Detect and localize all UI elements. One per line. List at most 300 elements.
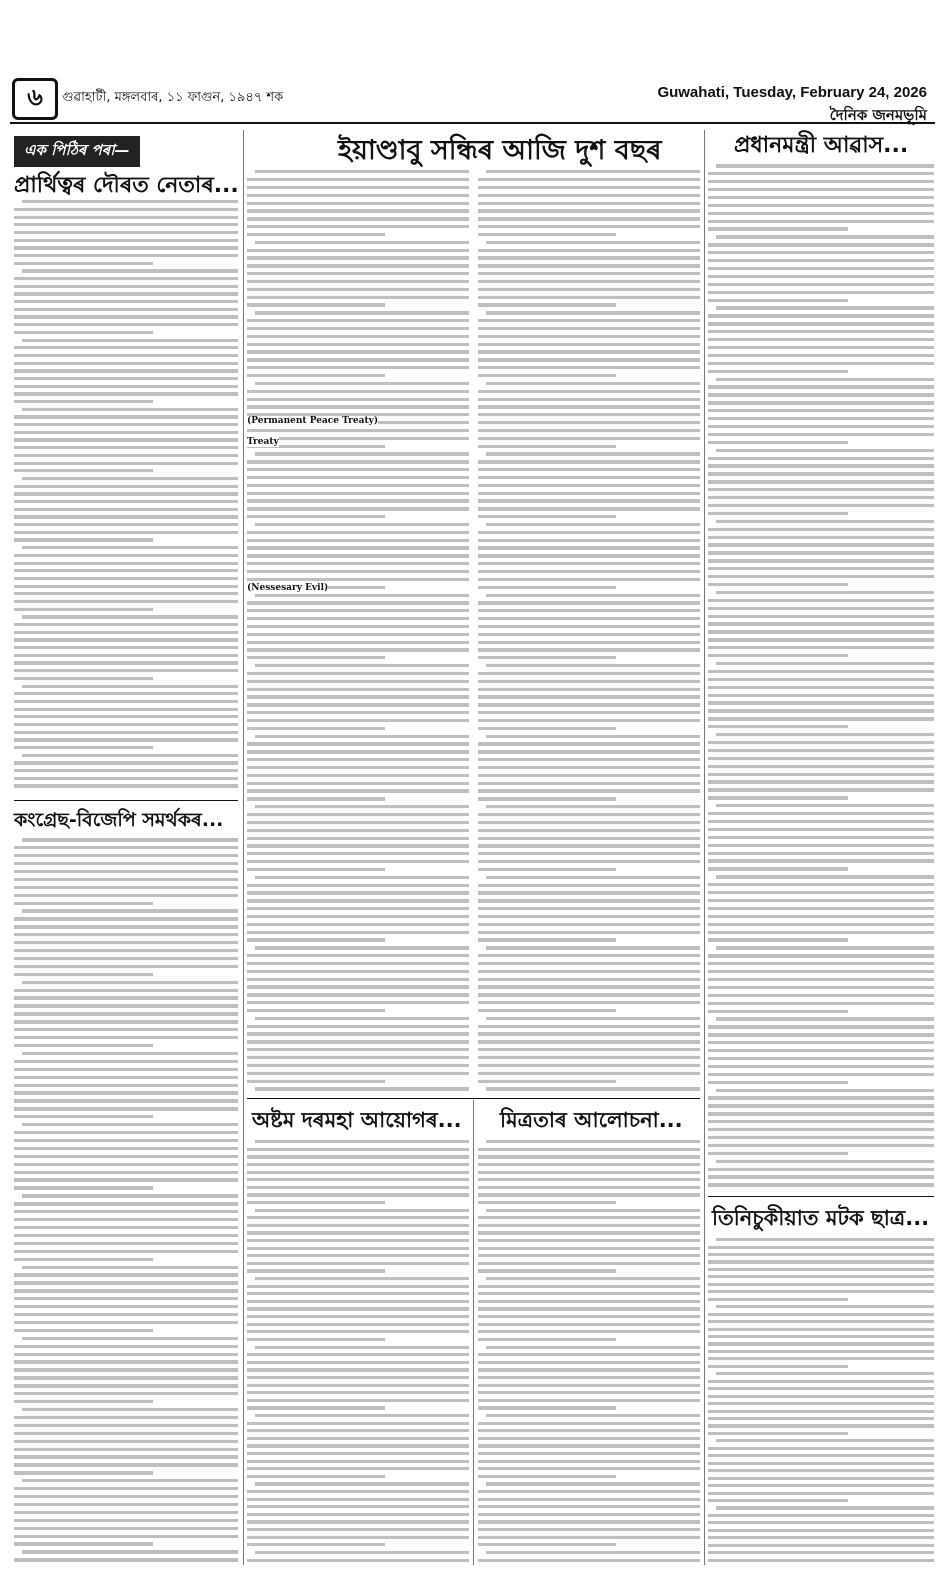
article-divider [708,1196,934,1197]
text-line [247,319,469,322]
text-line [486,523,700,526]
text-line [708,488,934,491]
text-line [716,662,934,665]
text-line [486,594,700,597]
text-line [708,954,934,957]
text-line [708,259,934,262]
text-line [22,200,238,203]
text-line [478,844,700,847]
text-line [478,429,700,432]
text-line [478,202,700,205]
text-line [478,954,700,957]
text-line [708,425,934,428]
text-line [14,377,238,380]
text-line [478,421,700,424]
text-line [247,915,469,918]
text-line [708,907,934,910]
text-line [708,1492,934,1495]
text-line [14,973,153,976]
text-line [478,1460,700,1463]
text-line [247,1475,385,1478]
text-line [14,1432,238,1435]
text-line [478,546,700,549]
text-line [247,1025,469,1028]
text-line [247,1452,469,1455]
term-necessary-evil: (Nessesary Evil) [247,583,329,593]
text-line [708,496,934,499]
text-line [14,1527,238,1530]
text-line [22,1479,238,1482]
text-line [14,431,238,434]
text-line [486,1087,700,1090]
text-line [255,805,469,808]
text-line [255,1414,469,1417]
text-line [708,1380,934,1383]
text-line [255,170,469,173]
text-line [478,1193,700,1196]
text-line [247,343,469,346]
text-line [486,876,700,879]
text-line [247,750,469,753]
text-line [247,1406,385,1409]
text-line [708,172,934,175]
text-line [708,480,934,483]
text-line [708,1183,934,1186]
text-line [14,631,238,634]
text-line [247,194,469,197]
text-line [708,1112,934,1115]
text-line [14,886,238,889]
text-line [247,970,469,973]
text-line [247,1171,469,1174]
text-line [247,1262,469,1265]
text-line [14,562,238,565]
text-line [478,1330,700,1333]
text-line [247,1285,469,1288]
text-line [255,523,469,526]
text-line [708,528,934,531]
text-line [247,288,469,291]
text-line [247,1001,469,1004]
text-line [14,292,238,295]
text-line [14,715,238,718]
article-divider [247,1098,700,1099]
text-line [14,392,238,395]
text-line [716,1238,934,1241]
text-line [478,390,700,393]
text-line [14,400,153,403]
text-line [708,559,934,562]
text-line [14,608,153,611]
text-line [22,1194,238,1197]
text-line [14,331,153,334]
text-line [247,1155,469,1158]
text-line [14,941,238,944]
text-line [247,1498,469,1501]
text-line [14,1012,238,1015]
article-body-yandabo-a [247,168,469,1093]
text-line [708,267,934,270]
text-line [478,1528,700,1531]
text-line [478,398,700,401]
text-line [14,592,238,595]
term-treaty: Treaty [247,437,279,447]
text-line [708,1260,934,1263]
text-line [14,1471,153,1474]
text-line [247,296,469,299]
text-line [255,1209,469,1212]
text-line [247,1056,469,1059]
headline-yandabo: ইয়াণ্ডাবু সন্ধিৰ আজি দুশ বছৰ [338,135,662,166]
text-line [478,1505,700,1508]
text-line [478,860,700,863]
text-line [247,789,469,792]
text-line [247,499,469,502]
text-line [478,1513,700,1516]
text-line [478,1361,700,1364]
text-line [478,985,700,988]
text-line [708,1041,934,1044]
text-line [486,1414,700,1417]
text-line [478,766,700,769]
text-line [478,515,616,518]
text-line [486,1482,700,1485]
text-line [708,757,934,760]
text-line [14,239,238,242]
text-line [247,1269,385,1272]
text-line [247,625,469,628]
text-line [708,615,934,618]
text-line [708,1484,934,1487]
text-line [14,746,153,749]
text-line [247,1231,469,1234]
text-line [478,499,700,502]
text-line [247,233,385,236]
text-line [14,854,238,857]
text-line [247,350,469,353]
term-permanent-peace-treaty: (Permanent Peace Treaty) [247,416,379,426]
text-line [247,1163,469,1166]
text-line [478,484,700,487]
text-line [708,1175,934,1178]
text-line [708,796,848,799]
text-line [478,656,616,659]
text-line [14,1210,238,1213]
text-line [708,986,934,989]
text-line [247,1528,469,1531]
text-line [478,1376,700,1379]
text-line [486,1277,700,1280]
text-line [716,591,934,594]
text-line [708,1328,934,1331]
text-line [478,1216,700,1219]
text-line [708,1402,934,1405]
text-line [708,844,934,847]
text-line [478,264,700,267]
text-line [14,669,238,672]
dateline-assamese: গুৱাহাটী, মঙ্গলবাৰ, ১১ ফাগুন, ১৯৪৭ শক [62,90,284,105]
text-line [14,1099,238,1102]
text-line [14,538,153,541]
text-line [22,1266,238,1269]
text-line [14,1503,238,1506]
text-line [708,1283,934,1286]
text-line [478,343,700,346]
text-line [708,1049,934,1052]
text-line [478,782,700,785]
text-line [22,339,238,342]
text-line [708,962,934,965]
text-line [14,654,238,657]
text-line [247,1505,469,1508]
text-line [708,812,934,815]
text-line [478,1009,616,1012]
text-line [478,1467,700,1470]
text-line [708,1417,934,1420]
text-line [247,837,469,840]
article-body-pm-housing [708,162,934,1189]
text-line [708,464,934,467]
text-line [478,962,700,965]
text-line [247,1292,469,1295]
text-line [716,520,934,523]
text-line [14,254,238,257]
text-line [486,805,700,808]
text-line [478,625,700,628]
text-line [708,859,934,862]
text-line [478,350,700,353]
text-line [255,1087,469,1090]
text-line [247,1300,469,1303]
text-line [478,1231,700,1234]
text-line [14,216,238,219]
text-line [478,194,700,197]
text-line [14,346,238,349]
text-line [478,209,700,212]
text-line [247,993,469,996]
article-divider [14,800,238,801]
headline-pm-housing: প্ৰধানমন্ত্ৰী আৱাস... [734,133,909,158]
text-line [478,335,700,338]
text-line [247,1040,469,1043]
text-line [478,249,700,252]
text-line [14,1305,238,1308]
text-line [708,1342,934,1345]
text-line [708,709,934,712]
text-line [478,1323,700,1326]
text-line [486,946,700,949]
text-line [14,1036,238,1039]
text-line [478,1171,700,1174]
text-line [478,813,700,816]
text-line [716,1305,934,1308]
text-line [708,1469,934,1472]
text-line [478,1072,700,1075]
text-line [22,909,238,912]
text-line [247,766,469,769]
text-line [247,1178,469,1181]
text-line [247,578,469,581]
text-line [22,615,238,618]
text-line [247,256,469,259]
text-line [708,1025,934,1028]
text-line [14,949,238,952]
text-line [14,933,238,936]
text-line [478,703,700,706]
text-line [708,607,934,610]
text-line [708,243,934,246]
text-line [478,601,700,604]
text-line [708,283,934,286]
text-line [247,899,469,902]
text-line [708,599,934,602]
text-line [478,993,700,996]
text-line [708,891,934,894]
text-line [708,196,934,199]
text-line [478,923,700,926]
text-line [708,299,848,302]
text-line [716,1160,934,1163]
text-line [14,1076,238,1079]
text-line [14,870,238,873]
text-line [716,804,934,807]
text-line [247,429,469,432]
text-line [22,1550,238,1553]
text-line [478,437,700,440]
text-line [247,374,385,377]
page-number: ৬ [12,78,58,120]
text-line [247,1009,385,1012]
text-line [14,577,238,580]
text-line [14,208,238,211]
text-line [708,204,934,207]
text-line [247,280,469,283]
text-line [22,269,238,272]
text-line [14,1424,238,1427]
text-line [14,638,238,641]
text-line [247,1460,469,1463]
text-line [708,1104,934,1107]
text-line [14,1495,238,1498]
text-line [255,1482,469,1485]
text-line [708,836,934,839]
text-line [478,1399,700,1402]
text-line [247,202,469,205]
text-line [708,512,848,515]
text-line [708,417,934,420]
text-line [14,1044,153,1047]
text-line [14,846,238,849]
text-line [14,277,238,280]
text-line [708,354,934,357]
text-line [14,989,238,992]
text-line [708,409,934,412]
text-line [708,1065,934,1068]
text-line [255,241,469,244]
text-line [478,1292,700,1295]
text-line [247,891,469,894]
text-line [14,1455,238,1458]
text-line [708,899,934,902]
text-line [247,797,385,800]
text-line [247,719,469,722]
text-line [14,415,238,418]
text-line [14,600,238,603]
text-line [478,327,700,330]
text-line [486,382,700,385]
text-line [708,330,934,333]
text-line [14,1281,238,1284]
text-line [247,688,469,691]
text-line [708,1320,934,1323]
text-line [708,583,848,586]
text-line [14,1226,238,1229]
text-line [247,1520,469,1523]
text-line [478,1001,700,1004]
text-line [247,774,469,777]
text-line [478,1520,700,1523]
text-line [14,1535,238,1538]
text-line [14,1416,238,1419]
text-line [14,623,238,626]
text-line [478,507,700,510]
text-line [247,641,469,644]
text-line [14,902,153,905]
text-line [478,774,700,777]
text-line [478,742,700,745]
text-line [708,1081,848,1084]
text-line [14,1289,238,1292]
text-line [486,1551,700,1554]
text-line [708,188,934,191]
text-line [14,485,238,488]
text-line [247,1437,469,1440]
headline-candidate: প্ৰাৰ্থিত্বৰ দৌৰত নেতাৰ... [14,173,239,198]
text-line [708,701,934,704]
text-line [255,1277,469,1280]
text-line [478,821,700,824]
text-line [478,358,700,361]
text-line [14,1313,238,1316]
text-line [708,828,934,831]
text-line [14,1171,238,1174]
text-line [247,327,469,330]
text-line [255,946,469,949]
text-line [708,370,848,373]
text-line [14,1115,153,1118]
text-line [708,749,934,752]
text-line [486,241,700,244]
text-line [708,1136,934,1139]
text-line [708,180,934,183]
text-line [708,994,934,997]
text-line [14,1020,238,1023]
text-line [478,1269,616,1272]
text-line [478,1262,700,1265]
article-body-yandabo-b [478,168,700,1093]
text-line [247,931,469,934]
text-line [22,981,238,984]
text-line [247,1315,469,1318]
text-line [708,970,934,973]
text-line [14,723,238,726]
text-line [478,1429,700,1432]
text-line [255,664,469,667]
column-divider [704,130,705,1565]
text-line [478,695,700,698]
text-line [14,1186,153,1189]
text-line [478,1391,700,1394]
